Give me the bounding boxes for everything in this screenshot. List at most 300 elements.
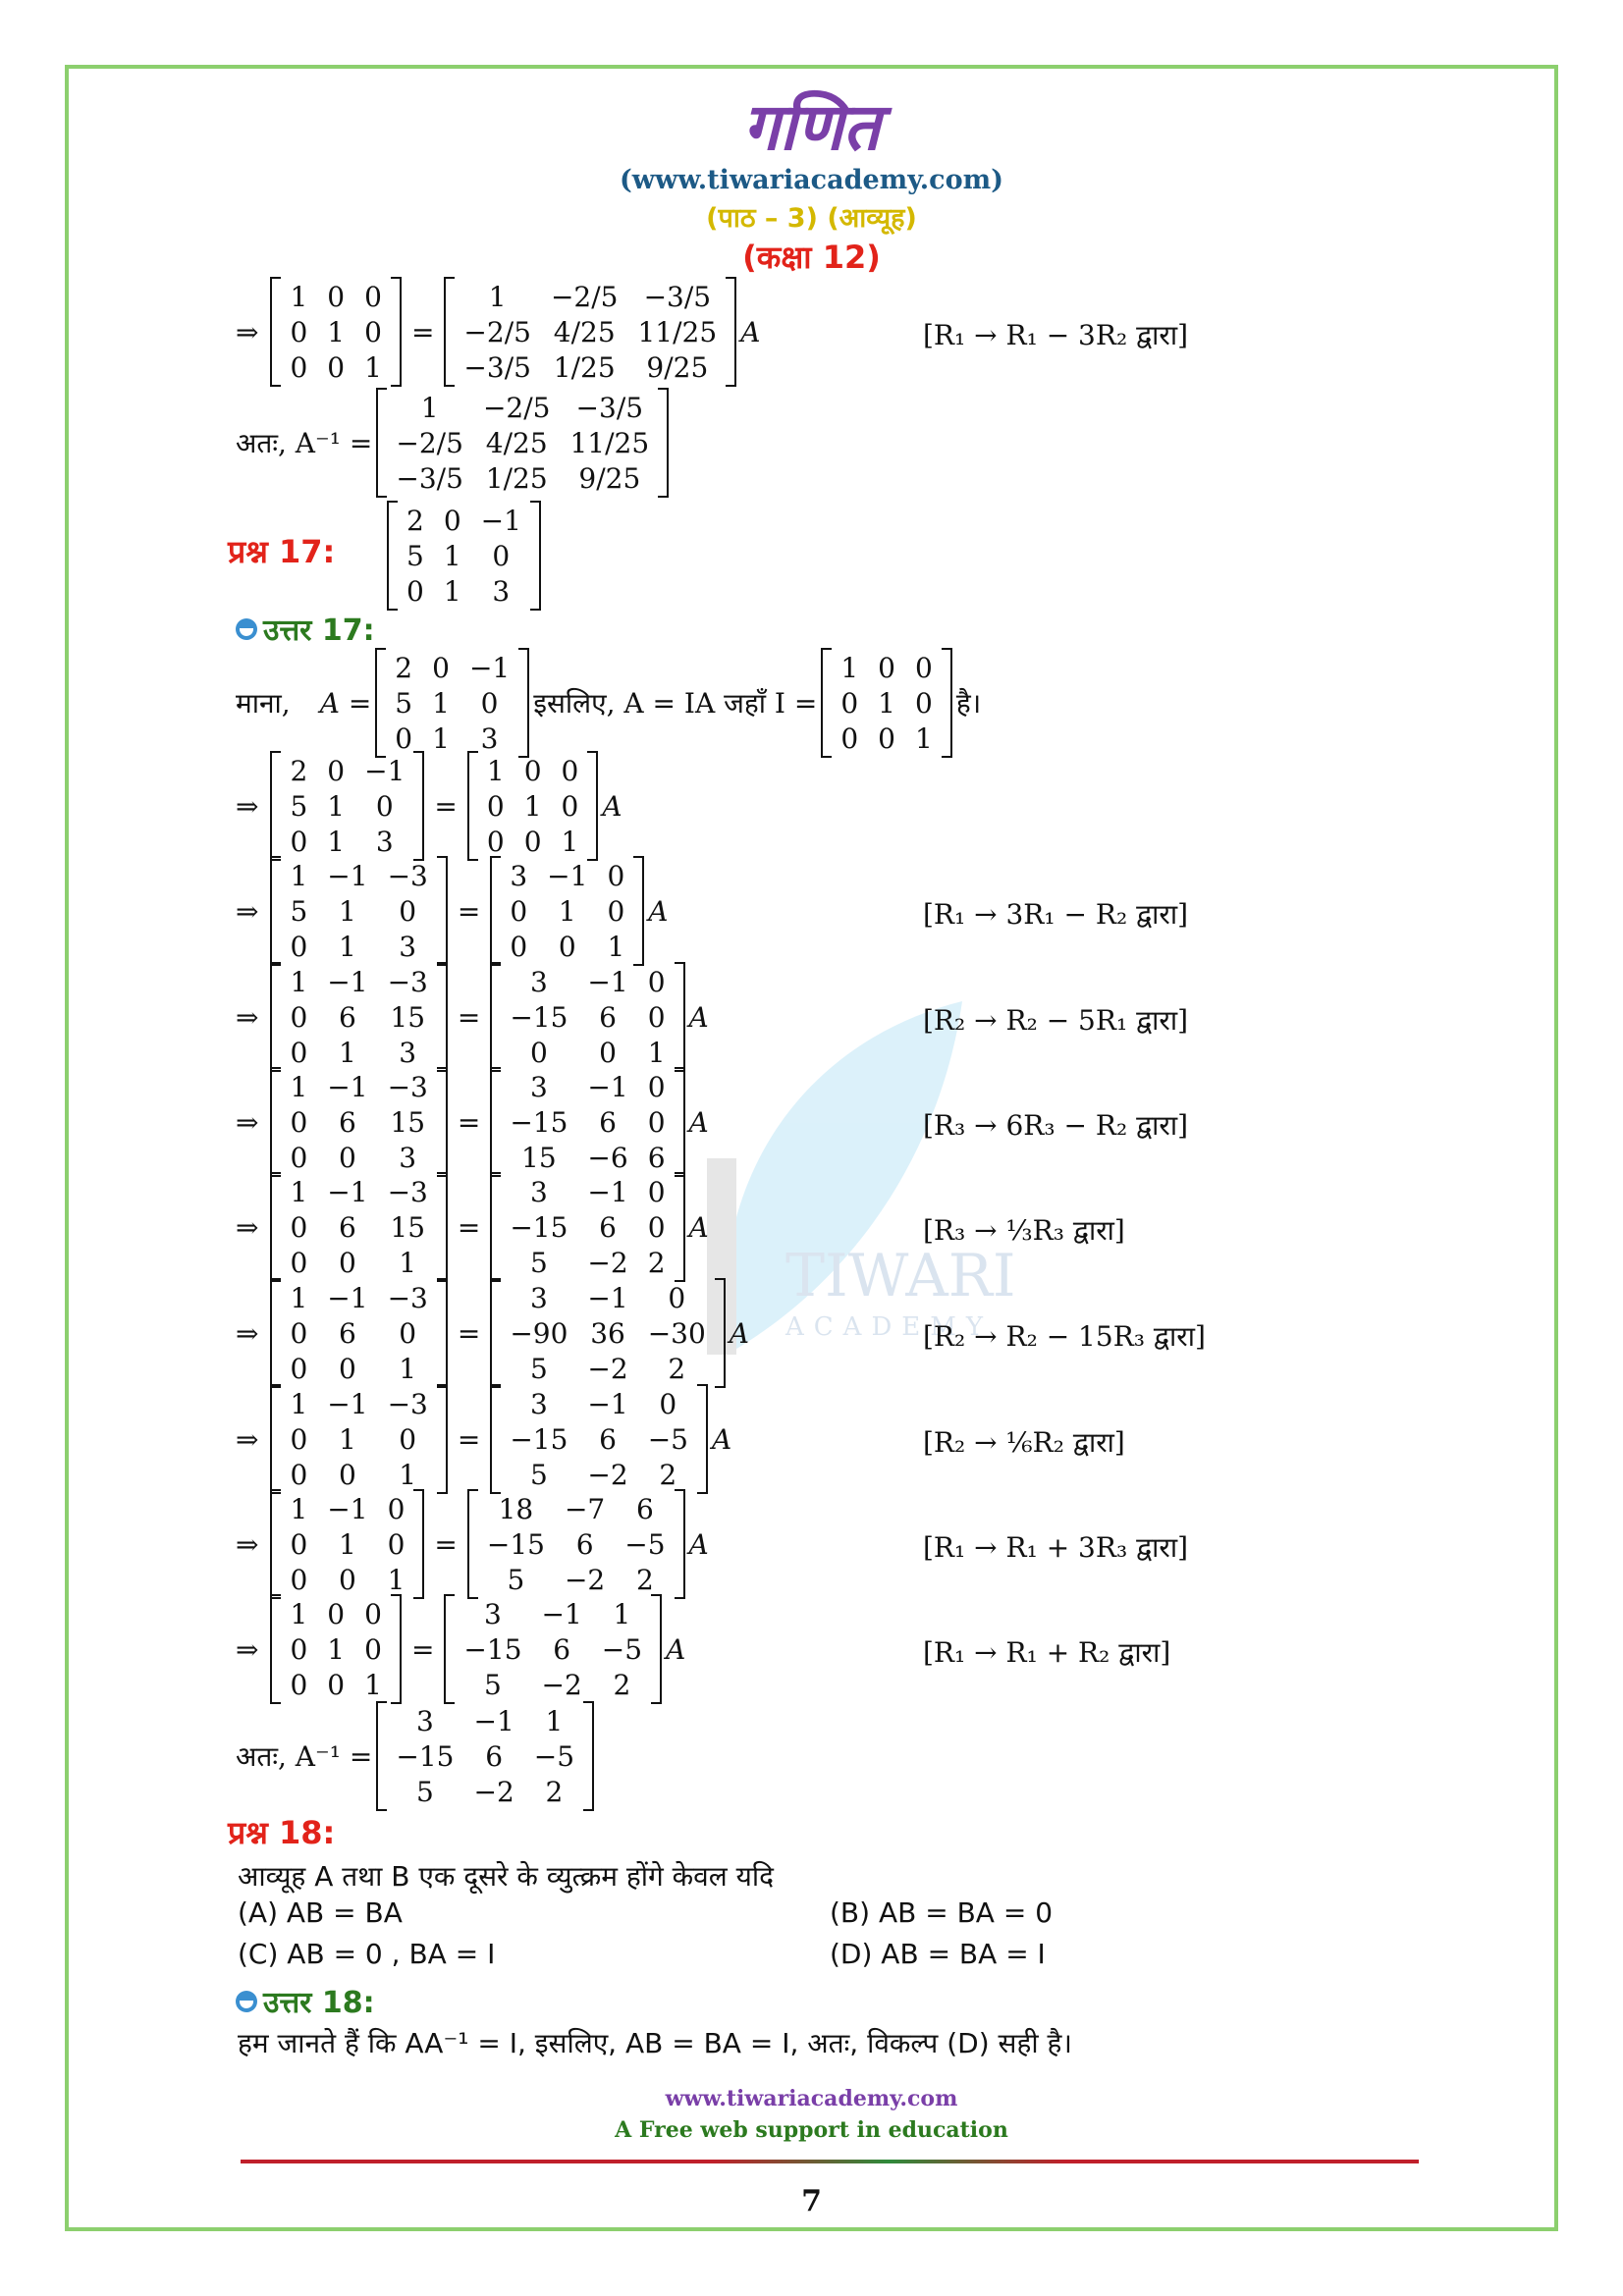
intro-middle: इसलिए, A = IA जहाँ I = [533,687,818,720]
matrix-cell: 3 [510,859,528,892]
matrix-cell: −2 [587,1246,628,1279]
matrix-cell: −1 [327,1070,368,1103]
matrix-cell: 0 [339,1141,356,1174]
matrix-cell: 0 [607,859,625,892]
matrix-cell: 9/25 [646,350,709,384]
matrix-a: A [729,1316,750,1350]
option-d: (D) AB = BA = I [830,1938,1046,1970]
matrix-cell: 6 [339,1105,356,1139]
matrix-cell: 1 [327,825,346,858]
matrix-cell: 1/25 [553,350,616,384]
result-label: अतः, A⁻¹ = [236,427,373,459]
chapter-title: (पाठ – 3) (आव्यूह) [706,203,917,234]
matrix-cell: 1 [290,1281,308,1314]
matrix-cell: 4/25 [553,315,616,348]
matrix-cell: 0 [290,1458,308,1491]
matrix-cell: −2 [473,1775,514,1808]
left-matrix [270,1172,447,1282]
matrix-cell: 11/25 [637,315,718,348]
matrix-cell: 1 [327,1632,346,1666]
equals-sign: = [457,1422,481,1456]
matrix-cell: 3 [529,1070,548,1103]
implies-arrow: ⇒ [236,1632,259,1666]
matrix-cell: 5 [484,1668,502,1701]
matrix-cell: 1 [364,1668,382,1701]
matrix-cell: 0 [327,280,346,313]
implies-arrow: ⇒ [236,1210,259,1244]
matrix-cell: −2/5 [550,280,619,313]
matrix-cell: 6 [553,1632,571,1666]
equation-row [236,751,622,861]
matrix-cell: −2/5 [463,315,531,348]
matrix-cell: −2/5 [482,391,551,424]
matrix-cell: 1 [488,280,507,313]
matrix-cell: 5 [395,686,413,720]
answer-18-label [236,1981,375,2021]
identity-matrix [821,648,951,758]
matrix-cell: 1 [432,686,450,720]
matrix-cell: 15 [521,1141,557,1174]
matrix-cell: 0 [290,1352,308,1385]
matrix-cell: 5 [406,539,424,572]
matrix-cell: 0 [492,539,511,572]
matrix-cell: 2 [659,1458,677,1491]
matrix-cell: 0 [561,754,579,787]
matrix-cell: −1 [587,965,628,998]
matrix-cell: 0 [290,1246,308,1279]
matrix-cell: −1 [327,965,368,998]
matrix-cell: 0 [647,1210,666,1244]
a-equals: A = [319,686,372,720]
matrix-cell: 3 [399,930,417,963]
row-operation: [R₂ → ⅙R₂ द्वारा] [923,1426,1125,1459]
matrix-cell: 1 [420,391,439,424]
matrix-cell: −3 [387,1175,428,1208]
matrix-cell: 1 [914,721,933,755]
matrix-cell: 0 [523,754,542,787]
subject-title: गणित [742,89,881,165]
matrix-cell: 0 [399,1316,417,1350]
right-matrix [490,962,684,1072]
matrix-cell: 0 [364,280,382,313]
matrix-cell: −2 [587,1458,628,1491]
equation-row [236,1172,709,1282]
right-matrix [490,856,644,966]
matrix-cell: 0 [510,894,528,928]
matrix-cell: 0 [290,1563,308,1596]
tiwari-logo-icon [236,618,257,640]
matrix-a: A [688,1210,709,1244]
matrix-cell: 36 [590,1316,625,1350]
matrix-a: A [740,315,761,348]
matrix-cell: 0 [443,504,461,537]
matrix-cell: 3 [529,965,548,998]
answer-18-body: हम जानते हैं कि AA⁻¹ = I, इसलिए, AB = BA = I, अतः, विकल्प (D) सही है। [238,2027,1072,2059]
equation-row [236,1489,709,1599]
matrix-cell: −1 [327,859,368,892]
page-number: 7 [801,2184,822,2218]
matrix-cell: 1 [327,315,346,348]
matrix-cell: −15 [510,1000,568,1034]
implies-arrow: ⇒ [236,1422,259,1456]
implies-arrow: ⇒ [236,894,259,928]
question-17-matrix-row [383,501,545,611]
implies-arrow: ⇒ [236,1527,259,1561]
matrix-cell: −2 [541,1668,582,1701]
equation-row [236,856,669,966]
matrix-cell: 0 [387,1527,406,1561]
matrix-cell: −30 [647,1316,706,1350]
matrix-cell: 3 [529,1281,548,1314]
right-matrix [444,1594,662,1704]
matrix-cell: 5 [290,789,308,823]
matrix-cell: 1 [339,1036,356,1069]
option-b: (B) AB = BA = 0 [830,1896,1054,1929]
matrix-a-value [375,648,529,758]
matrix-a: A [688,1000,709,1034]
matrix-cell: 1 [290,1387,308,1420]
matrix-cell: 0 [878,651,895,684]
left-matrix [270,1278,447,1388]
matrix-cell: 0 [290,1668,308,1701]
matrix-a: A [648,894,669,928]
matrix-cell: 0 [659,1387,677,1420]
question-17-label: प्रश्न 17: [228,533,336,570]
matrix-cell: −1 [468,651,511,684]
left-matrix [270,1489,424,1599]
matrix-cell: 0 [290,1422,308,1456]
matrix-cell: 1 [840,651,859,684]
matrix-cell: 0 [878,721,895,755]
matrix-cell: 6 [485,1739,504,1773]
matrix-cell: 3 [399,1141,417,1174]
matrix-cell: 0 [290,1632,308,1666]
right-matrix [467,751,598,861]
left-matrix [270,751,424,861]
left-matrix [270,1594,401,1704]
matrix-cell: 3 [416,1704,434,1737]
matrix-cell: −15 [463,1632,522,1666]
question-18-label: प्रश्न 18: [228,1814,336,1851]
matrix-a: A [711,1422,732,1456]
matrix-cell: 2 [647,1246,666,1279]
matrix-cell: 15 [390,1210,426,1244]
matrix-cell: 6 [339,1316,356,1350]
matrix-cell: 1 [290,965,308,998]
left-matrix [270,277,401,387]
matrix-cell: 0 [432,651,450,684]
matrix-cell: 2 [668,1352,686,1385]
matrix-cell: 0 [290,315,308,348]
matrix-cell: 1 [613,1597,631,1630]
matrix-cell: −15 [510,1422,568,1456]
matrix-cell: 0 [486,825,505,858]
matrix-cell: 0 [480,686,499,720]
matrix-cell: 0 [290,1105,308,1139]
matrix-cell: 1 [339,1422,356,1456]
matrix-cell: 3 [529,1387,548,1420]
matrix-cell: 1 [290,280,308,313]
equals-sign: = [410,1632,435,1666]
matrix-cell: 1 [290,1070,308,1103]
equals-sign: = [457,1105,481,1139]
tiwari-logo-icon [236,1991,257,2012]
answer-18-text: उत्तर 18: [263,1986,375,2020]
implies-arrow: ⇒ [236,315,259,348]
matrix-cell: −3 [387,965,428,998]
matrix-cell: 1 [443,539,461,572]
matrix-cell: −2 [587,1352,628,1385]
matrix-cell: −1 [327,1492,368,1525]
matrix-cell: 6 [599,1105,617,1139]
matrix-cell: 0 [395,721,413,755]
watermark-sub: ACADEMY [785,1312,994,1342]
matrix-cell: 0 [529,1036,548,1069]
matrix-cell: 2 [395,651,413,684]
matrix-cell: 1 [387,1563,406,1596]
left-matrix [270,962,447,1072]
equals-sign: = [434,1527,458,1561]
matrix-cell: 5 [529,1246,548,1279]
matrix-cell: 6 [339,1210,356,1244]
matrix-cell: 0 [840,721,859,755]
matrix-cell: 0 [364,1597,382,1630]
matrix-cell: 0 [647,1070,666,1103]
equation-row [236,1278,749,1388]
option-c: (C) AB = 0 , BA = I [238,1938,496,1970]
matrix-cell: 2 [290,754,308,787]
equation-row [236,962,709,1072]
matrix-cell: 0 [364,315,382,348]
matrix-cell: 0 [399,1422,417,1456]
matrix-cell: 0 [339,1458,356,1491]
matrix-cell: −2 [564,1563,606,1596]
matrix-cell: 0 [375,789,394,823]
matrix-cell: 6 [599,1210,617,1244]
matrix-cell: 15 [390,1105,426,1139]
matrix-cell: 0 [647,1175,666,1208]
let-label: माना, [236,687,291,720]
matrix-cell: 1/25 [485,461,548,495]
equals-sign: = [457,1000,481,1034]
equation-row [236,1384,731,1494]
matrix-cell: −1 [587,1175,628,1208]
matrix-cell: 0 [510,930,528,963]
matrix-cell: −1 [587,1070,628,1103]
matrix-cell: 1 [647,1036,666,1069]
matrix-cell: 5 [529,1458,548,1491]
matrix-cell: −3 [387,1281,428,1314]
matrix-cell: 3 [492,574,511,608]
matrix-cell: 1 [327,789,346,823]
matrix-cell: 1 [339,1527,356,1561]
matrix-cell: 0 [327,1597,346,1630]
matrix-cell: 4/25 [485,426,548,459]
matrix-cell: 1 [339,894,356,928]
matrix-cell: −3/5 [575,391,644,424]
row-operation: [R₂ → R₂ − 5R₁ द्वारा] [923,1004,1189,1037]
matrix-cell: 6 [599,1000,617,1034]
matrix-cell: 0 [647,965,666,998]
matrix-cell: 0 [647,1105,666,1139]
matrix-cell: 1 [399,1352,417,1385]
matrix-cell: −3/5 [643,280,712,313]
matrix-cell: 1 [558,894,576,928]
matrix-cell: 0 [327,754,346,787]
matrix-cell: 3 [484,1597,502,1630]
answer-17-inverse [376,1701,594,1811]
row-operation: [R₁ → R₁ − 3R₂ द्वारा] [923,319,1189,351]
matrix-cell: 1 [399,1458,417,1491]
matrix-cell: 0 [607,894,625,928]
right-matrix [467,1489,685,1599]
result-label: अतः, A⁻¹ = [236,1740,373,1773]
matrix-cell: −3/5 [396,461,463,495]
matrix-cell: −6 [587,1141,628,1174]
matrix-cell: 1 [290,1492,308,1525]
matrix-cell: 0 [327,350,346,384]
matrix-cell: −1 [547,859,588,892]
matrix-cell: 1 [290,1175,308,1208]
result-row [236,388,673,498]
matrix-cell: 0 [290,930,308,963]
matrix-cell: 0 [523,825,542,858]
matrix-cell: −90 [510,1316,568,1350]
matrix-cell: 3 [529,1175,548,1208]
matrix-cell: 1 [523,789,542,823]
matrix-cell: 3 [375,825,394,858]
matrix-cell: 0 [290,1210,308,1244]
matrix-cell: −3 [387,1387,428,1420]
matrix-cell: −15 [396,1739,455,1773]
equals-sign: = [457,1210,481,1244]
matrix-cell: −1 [364,754,406,787]
answer-17-text: उत्तर 17: [263,614,375,648]
footer-tagline: A Free web support in education [615,2117,1008,2143]
equals-sign: = [434,789,458,823]
left-matrix [270,1384,447,1494]
matrix-cell: 11/25 [569,426,650,459]
matrix-cell: 0 [840,686,859,720]
matrix-cell: 9/25 [578,461,641,495]
matrix-cell: 0 [290,1141,308,1174]
matrix-cell: 3 [399,1036,417,1069]
answer-17-result-row [236,1701,598,1811]
left-matrix [270,1067,447,1177]
matrix-cell: 0 [290,1316,308,1350]
intro-row [236,648,981,758]
header-url[interactable]: (www.tiwariacademy.com) [620,165,1003,195]
row-operation: [R₁ → R₁ + R₂ द्वारा] [923,1636,1171,1669]
matrix-cell: 0 [290,350,308,384]
matrix-cell: −1 [327,1175,368,1208]
matrix-cell: 1 [561,825,579,858]
matrix-cell: −1 [587,1281,628,1314]
equals-sign: = [457,894,481,928]
matrix-cell: 0 [327,1668,346,1701]
matrix-cell: 0 [290,1000,308,1034]
matrix-cell: 0 [647,1000,666,1034]
matrix-cell: 1 [443,574,461,608]
matrix-cell: −1 [480,504,521,537]
intro-end: है। [955,687,982,720]
matrix-cell: −5 [601,1632,643,1666]
implies-arrow: ⇒ [236,1105,259,1139]
matrix-cell: −1 [473,1704,514,1737]
matrix-cell: −1 [327,1281,368,1314]
matrix-cell: 6 [599,1422,617,1456]
matrix-cell: 5 [290,894,308,928]
implies-arrow: ⇒ [236,789,259,823]
option-a: (A) AB = BA [238,1896,403,1929]
matrix-cell: 18 [498,1492,534,1525]
watermark-text: TIWARI [785,1242,1016,1310]
matrix-cell: −1 [541,1597,582,1630]
matrix-a: A [688,1105,709,1139]
matrix-cell: −5 [533,1739,575,1773]
matrix-cell: 0 [914,651,933,684]
matrix-cell: 0 [914,686,933,720]
matrix-cell: 2 [545,1775,564,1808]
implies-arrow: ⇒ [236,1316,259,1350]
right-matrix [490,1172,684,1282]
matrix-cell: 6 [635,1492,654,1525]
matrix-cell: 2 [635,1563,654,1596]
right-matrix [490,1278,725,1388]
equals-sign: = [457,1316,481,1350]
matrix-cell: 0 [599,1036,617,1069]
row-operation: [R₁ → R₁ + 3R₃ द्वारा] [923,1531,1189,1564]
equals-sign: = [410,315,435,348]
row-operation: [R₃ → ⅓R₃ द्वारा] [923,1214,1125,1247]
left-matrix [270,856,447,966]
matrix-cell: −15 [486,1527,545,1561]
right-matrix [490,1384,708,1494]
matrix-cell: −1 [587,1387,628,1420]
matrix-cell: 0 [558,930,576,963]
footer-url[interactable]: www.tiwariacademy.com [665,2086,958,2111]
matrix-cell: 2 [613,1668,631,1701]
matrix-cell: 6 [339,1000,356,1034]
matrix-cell: 0 [406,574,424,608]
matrix-cell: −15 [510,1105,568,1139]
inverse-matrix [376,388,669,498]
matrix-cell: 0 [561,789,579,823]
matrix-cell: −3 [387,859,428,892]
matrix-cell: 1 [290,1597,308,1630]
matrix-cell: 0 [339,1246,356,1279]
class-title: (कक्षा 12) [742,239,881,276]
matrix-cell: 1 [290,859,308,892]
row-operation: [R₂ → R₂ − 15R₃ द्वारा] [923,1320,1206,1353]
matrix-cell: 6 [575,1527,594,1561]
equation-row [236,1067,709,1177]
matrix-cell: 1 [432,721,450,755]
matrix-a: A [602,789,622,823]
right-matrix [490,1067,684,1177]
equation-row [236,277,760,387]
matrix-cell: 1 [364,350,382,384]
right-matrix [444,277,736,387]
matrix-cell: 1 [545,1704,564,1737]
matrix-cell: 5 [529,1352,548,1385]
equation-row [236,1594,685,1704]
matrix-cell: 0 [668,1281,686,1314]
matrix-cell: 1 [878,686,895,720]
matrix-cell: −3/5 [463,350,531,384]
question-18-text: आव्यूह A तथा B एक दूसरे के व्युत्क्रम होंगे केवल यदि [238,1860,774,1893]
matrix-cell: 0 [339,1352,356,1385]
